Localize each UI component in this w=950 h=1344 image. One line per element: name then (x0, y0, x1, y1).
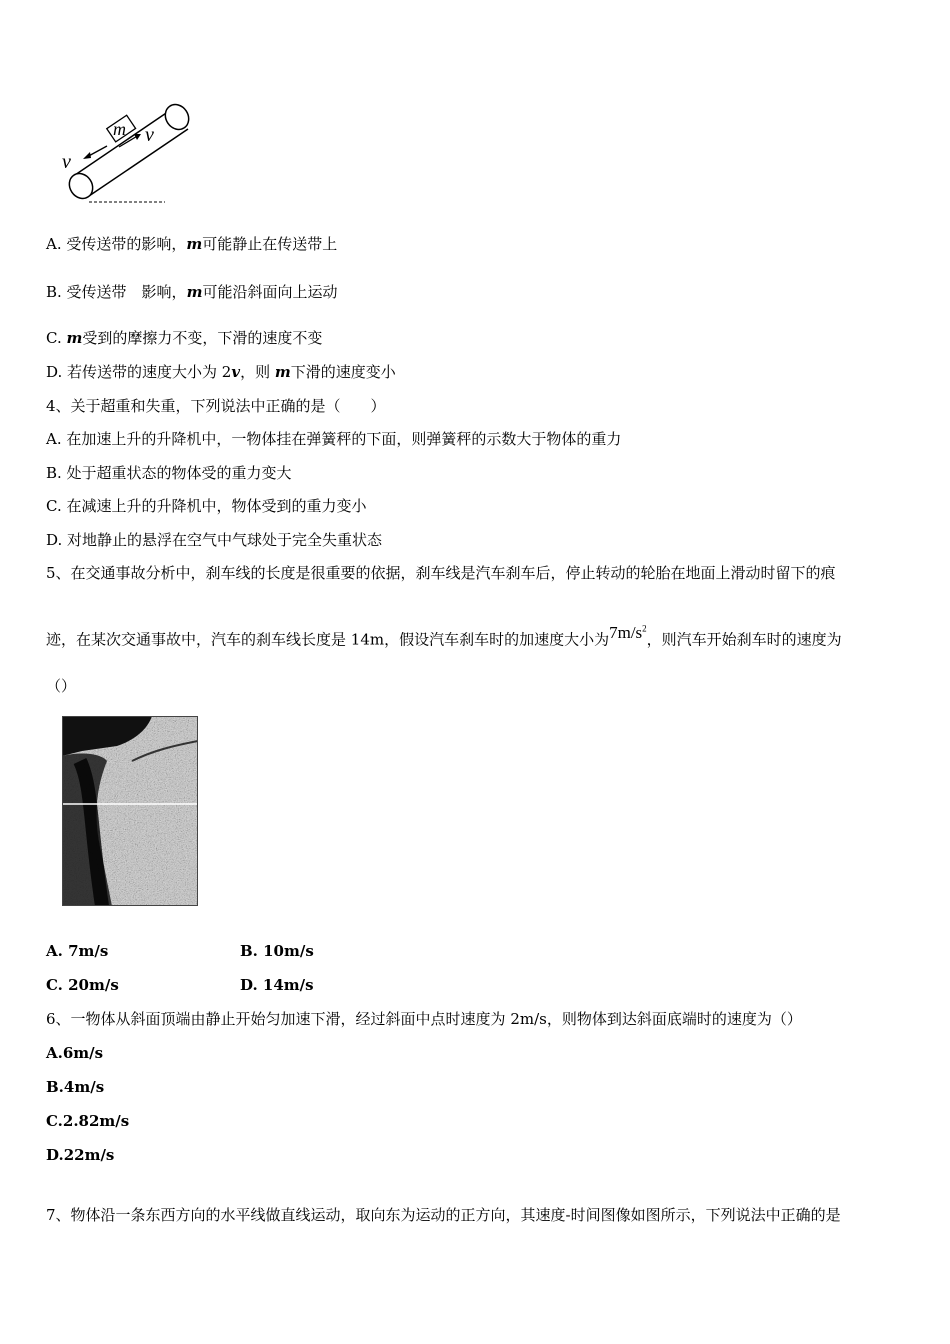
q4-stem: 4、关于超重和失重，下列说法中正确的是（ ） (46, 397, 386, 415)
skid-mark-photo (62, 716, 198, 906)
variable-v: v (231, 363, 241, 381)
q3-option-c (46, 329, 322, 347)
q4-option-a: A. 在加速上升的升降机中，一物体挂在弹簧秤的下面，则弹簧秤的示数大于物体的重力 (46, 430, 622, 448)
q5-option-b: B. 10m/s (240, 942, 314, 960)
variable-m: m (66, 329, 83, 347)
acceleration-exponent: 2 (642, 623, 647, 633)
q5-stem-line1: 5、在交通事故分析中，刹车线的长度是很重要的依据，刹车线是汽车刹车后，停止转动的轮胎在地面上滑动时留下的痕 (46, 564, 836, 582)
velocity-left-label: v (62, 151, 71, 173)
mass-label: m (113, 119, 126, 139)
option-text: C. (46, 329, 67, 347)
q6-option-d: D.22m/s (46, 1146, 115, 1164)
option-text: ，则 (240, 363, 275, 381)
q5-option-c: C. 20m/s (46, 976, 119, 994)
q3-option-b (46, 283, 337, 301)
acceleration-value (609, 623, 647, 642)
q4-option-d: D. 对地静止的悬浮在空气中气球处于完全失重状态 (46, 531, 383, 549)
q3-option-d (46, 363, 396, 381)
option-text: 下滑的速度变小 (290, 363, 396, 381)
variable-m: m (186, 283, 203, 301)
variable-m: m (186, 235, 203, 253)
option-text: A. 受传送带的影响， (46, 235, 187, 253)
q6-option-c: C.2.82m/s (46, 1112, 130, 1130)
q3-option-a (46, 235, 337, 253)
q6-stem: 6、一物体从斜面顶端由静止开始匀加速下滑，经过斜面中点时速度为 2m/s，则物体到达斜面底端时的速度为（） (46, 1010, 802, 1028)
q4-option-c: C. 在减速上升的升降机中，物体受到的重力变小 (46, 497, 367, 515)
option-text: B. 受传送带 影响， (46, 283, 187, 301)
q5-option-d: D. 14m/s (240, 976, 314, 994)
option-text: 受到的摩擦力不变，下滑的速度不变 (82, 329, 323, 347)
option-text: D. 若传送带的速度大小为 2 (46, 363, 232, 381)
q4-option-b: B. 处于超重状态的物体受的重力变大 (46, 464, 292, 482)
q5-option-a: A. 7m/s (46, 942, 109, 960)
conveyor-belt-figure (55, 98, 200, 208)
option-text: 可能静止在传送带上 (202, 235, 338, 253)
variable-m: m (274, 363, 291, 381)
q7-stem: 7、物体沿一条东西方向的水平线做直线运动，取向东为运动的正方向，其速度-时间图像如图所示，下列说法中正确的是 (46, 1206, 841, 1224)
q6-option-a: A.6m/s (46, 1044, 104, 1062)
option-text: 可能沿斜面向上运动 (202, 283, 338, 301)
stem-text: ，则汽车开始刹车时的速度为 (646, 630, 842, 649)
q5-stem-line2 (46, 622, 842, 649)
acceleration-base: 7m/s (609, 622, 643, 642)
q5-stem-line3: （） (46, 677, 77, 695)
stem-text: 迹，在某次交通事故中，汽车的刹车线长度是 14m，假设汽车刹车时的加速度大小为 (46, 630, 610, 649)
velocity-right-label: v (145, 124, 154, 146)
q6-option-b: B.4m/s (46, 1078, 105, 1096)
